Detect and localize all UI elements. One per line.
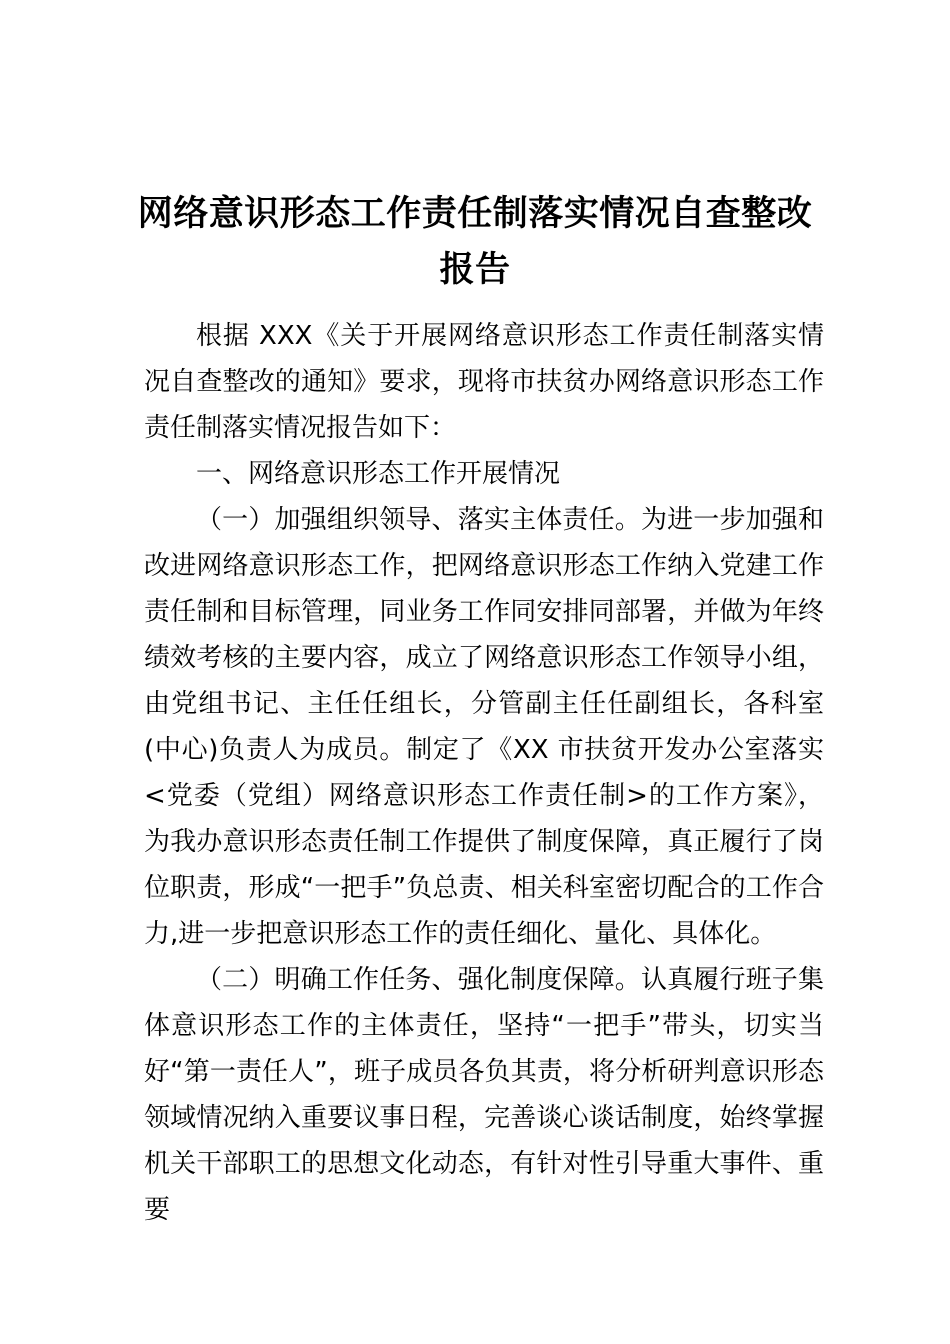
document-title: 网络意识形态工作责任制落实情况自查整改报告 (137, 194, 813, 290)
section-heading: 一、网络意识形态工作开展情况 (196, 459, 561, 489)
paragraph-intro: 根据 XXX《关于开展网络意识形态工作责任制落实情况自查整改的通知》要求，现将市扶贫办网络意识形态工作责任制落实情况报告如下： (144, 321, 824, 443)
paragraph-section-1: （一）加强组织领导、落实主体责任。为进一步加强和改进网络意识形态工作，把网络意识形态工作纳入党建工作责任制和目标管理，同业务工作同安排同部署，并做为年终绩效考核的主要内容，成立了网络意识形态工作领导小组，由党组书记、主任任组长，分管副主任任副组长，各科室(中心)负责人为成员。制定了《XX 市扶贫开发办公室落实<党委（党组）网络意识形态工作责任制>的工作方案》，为我办意识形态责任制工作提供了制度保障，真正履行了岗位职责，形成“一把手”负总责、相关科室密切配合的工作合力,进一步把意识形态工作的责任细化、量化、具体化。 (144, 505, 824, 949)
paragraph-section-2: （二）明确工作任务、强化制度保障。认真履行班子集体意识形态工作的主体责任，坚持“一把手”带头，切实当好“第一责任人”，班子成员各负其责，将分析研判意识形态领域情况纳入重要议事日程，完善谈心谈话制度，始终掌握机关干部职工的思想文化动态，有针对性引导重大事件、重要 (144, 965, 824, 1225)
document-body (144, 313, 824, 1233)
